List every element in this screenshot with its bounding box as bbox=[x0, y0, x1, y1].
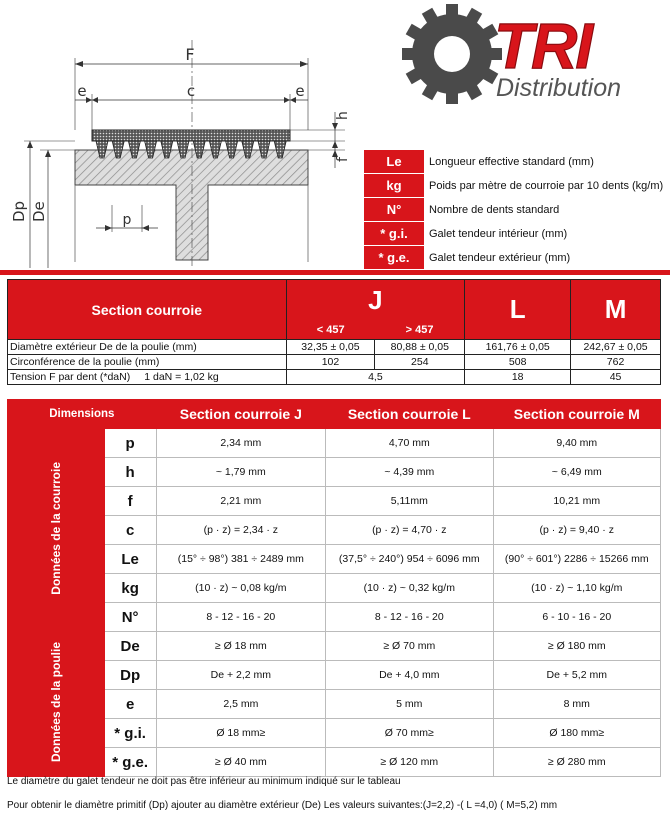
cell-l: De + 4,0 mm bbox=[326, 661, 493, 690]
cell-m: 762 bbox=[571, 355, 661, 370]
table-row bbox=[8, 545, 661, 574]
red-separator bbox=[0, 270, 670, 275]
row-label: Diamètre extérieur De de la poulie (mm) bbox=[8, 340, 287, 355]
cell-l: 5,11mm bbox=[326, 487, 493, 516]
section-L-header: L bbox=[465, 280, 571, 340]
legend-text: Nombre de dents standard bbox=[429, 203, 560, 216]
legend-code: kg bbox=[364, 174, 424, 198]
cell-j2: 80,88 ± 0,05 bbox=[375, 340, 465, 355]
note-pitch-diameter: Pour obtenir le diamètre primitif (Dp) ajouter au diamètre extérieur (De) Les valeurs suivantes:(J=2,2) -( L =4,0) ( M=5,2) mm bbox=[7, 800, 558, 811]
logo-subtitle: Distribution bbox=[496, 74, 622, 102]
dim-p-label: p bbox=[122, 212, 132, 228]
row-code: N° bbox=[104, 603, 156, 632]
cell-m: 10,21 mm bbox=[493, 487, 661, 516]
dim-Dp-label: Dp bbox=[10, 200, 28, 222]
cell-l: ~ 4,39 mm bbox=[326, 458, 493, 487]
cell-m: 8 mm bbox=[493, 690, 661, 719]
tension-note: 1 daN = 1,02 kg bbox=[144, 371, 219, 383]
cell-j: 2,5 mm bbox=[156, 690, 325, 719]
cell-j: 4,5 bbox=[286, 370, 465, 385]
legend-code: * g.e. bbox=[364, 246, 424, 270]
cell-j2: 254 bbox=[375, 355, 465, 370]
table-row bbox=[8, 355, 661, 370]
cell-m: ~ 6,49 mm bbox=[493, 458, 661, 487]
pulley-data-group bbox=[8, 632, 105, 777]
cell-l: ≥ Ø 120 mm bbox=[326, 748, 493, 777]
cell-l: Ø 70 mm≥ bbox=[326, 719, 493, 748]
cell-l: 8 - 12 - 16 - 20 bbox=[326, 603, 493, 632]
pulley-data-group-label: Données de la poulie bbox=[48, 642, 63, 763]
cell-m: (10 · z) ~ 1,10 kg/m bbox=[493, 574, 661, 603]
cell-j: ~ 1,79 mm bbox=[156, 458, 325, 487]
legend-row-ge bbox=[364, 246, 664, 270]
row-code: * g.e. bbox=[104, 748, 156, 777]
row-code: Dp bbox=[104, 661, 156, 690]
cell-j: ≥ Ø 18 mm bbox=[156, 632, 325, 661]
table-row bbox=[8, 487, 661, 516]
legend-row-n bbox=[364, 198, 664, 222]
section-M-col-header: Section courroie M bbox=[493, 400, 661, 429]
cell-l: ≥ Ø 70 mm bbox=[326, 632, 493, 661]
cell-j1: 32,35 ± 0,05 bbox=[286, 340, 375, 355]
table-row bbox=[8, 748, 661, 777]
row-code: * g.i. bbox=[104, 719, 156, 748]
legend-text: Galet tendeur extérieur (mm) bbox=[429, 251, 571, 264]
section-header: Section courroie bbox=[8, 280, 287, 340]
note-tensioner: Le diamètre du galet tendeur ne doit pas être inférieur au minimum indiqué sur le tableau bbox=[7, 776, 401, 787]
legend-code: * g.i. bbox=[364, 222, 424, 246]
cell-l: (10 · z) ~ 0,32 kg/m bbox=[326, 574, 493, 603]
cell-m: Ø 180 mm≥ bbox=[493, 719, 661, 748]
table-row bbox=[8, 340, 661, 355]
logo-brand: TRI bbox=[494, 10, 592, 82]
cell-m: (p · z) = 9,40 · z bbox=[493, 516, 661, 545]
section-M-header: M bbox=[571, 280, 661, 340]
legend-row-gi bbox=[364, 222, 664, 246]
cell-l: 4,70 mm bbox=[326, 429, 493, 458]
cell-j: (15° ÷ 98°) 381 ÷ 2489 mm bbox=[156, 545, 325, 574]
dim-f-label: f bbox=[335, 157, 351, 162]
tension-label: Tension F par dent (*daN) bbox=[10, 371, 131, 383]
table-row bbox=[8, 632, 661, 661]
row-code: kg bbox=[104, 574, 156, 603]
cell-j: De + 2,2 mm bbox=[156, 661, 325, 690]
table-row bbox=[8, 661, 661, 690]
table-row bbox=[8, 458, 661, 487]
section-J-header: J bbox=[286, 280, 465, 322]
section-J-col-header: Section courroie J bbox=[156, 400, 325, 429]
cell-l: (p · z) = 4,70 · z bbox=[326, 516, 493, 545]
cell-m: 6 - 10 - 16 - 20 bbox=[493, 603, 661, 632]
row-code: h bbox=[104, 458, 156, 487]
row-code: Le bbox=[104, 545, 156, 574]
sprocket-icon bbox=[402, 4, 502, 104]
row-code: e bbox=[104, 690, 156, 719]
table-row bbox=[8, 574, 661, 603]
legend-code: N° bbox=[364, 198, 424, 222]
dim-De-label: De bbox=[30, 201, 48, 222]
cell-j: 8 - 12 - 16 - 20 bbox=[156, 603, 325, 632]
legend-code: Le bbox=[364, 150, 424, 174]
section-L-col-header: Section courroie L bbox=[326, 400, 493, 429]
table-row bbox=[8, 516, 661, 545]
dim-e-right-label: e bbox=[295, 82, 305, 100]
pulley-section-table bbox=[7, 279, 661, 385]
dim-F-label: F bbox=[185, 45, 195, 64]
table-row bbox=[8, 370, 661, 385]
row-label bbox=[8, 370, 287, 385]
cell-m: De + 5,2 mm bbox=[493, 661, 661, 690]
cell-m: ≥ Ø 280 mm bbox=[493, 748, 661, 777]
table-row bbox=[8, 719, 661, 748]
belt-data-group-label: Données de la courroie bbox=[48, 462, 63, 595]
row-code: c bbox=[104, 516, 156, 545]
row-code: f bbox=[104, 487, 156, 516]
cell-j: (10 · z) ~ 0,08 kg/m bbox=[156, 574, 325, 603]
cell-l: 508 bbox=[465, 355, 571, 370]
dimensions-header: Dimensions bbox=[8, 400, 157, 429]
table-row bbox=[8, 429, 661, 458]
dim-h-label: h bbox=[335, 111, 351, 120]
cell-m: (90° ÷ 601°) 2286 ÷ 15266 mm bbox=[493, 545, 661, 574]
section-J-sub-right: > 457 bbox=[375, 322, 465, 340]
dim-e-left-label: e bbox=[77, 82, 87, 100]
row-label: Circonférence de la poulie (mm) bbox=[8, 355, 287, 370]
cell-m: 9,40 mm bbox=[493, 429, 661, 458]
cell-j: 2,21 mm bbox=[156, 487, 325, 516]
legend-text: Longueur effective standard (mm) bbox=[429, 155, 594, 168]
cell-j: (p · z) = 2,34 · z bbox=[156, 516, 325, 545]
section-J-sub-left: < 457 bbox=[286, 322, 375, 340]
cell-l: 5 mm bbox=[326, 690, 493, 719]
table-row bbox=[8, 603, 661, 632]
cell-j: 2,34 mm bbox=[156, 429, 325, 458]
dimensions-table bbox=[7, 399, 661, 777]
cell-j: Ø 18 mm≥ bbox=[156, 719, 325, 748]
cell-j1: 102 bbox=[286, 355, 375, 370]
legend-text: Galet tendeur intérieur (mm) bbox=[429, 227, 568, 240]
legend-text: Poids par mètre de courroie par 10 dents (kg/m) bbox=[429, 179, 664, 192]
tri-distribution-logo bbox=[400, 0, 668, 108]
cell-m: ≥ Ø 180 mm bbox=[493, 632, 661, 661]
legend-row-kg bbox=[364, 174, 664, 198]
dim-c-label: c bbox=[186, 82, 196, 100]
legend bbox=[364, 150, 664, 270]
cell-l: 18 bbox=[465, 370, 571, 385]
cell-j: ≥ Ø 40 mm bbox=[156, 748, 325, 777]
cell-l: (37,5° ÷ 240°) 954 ÷ 6096 mm bbox=[326, 545, 493, 574]
belt-profile bbox=[92, 130, 290, 141]
legend-row-le bbox=[364, 150, 664, 174]
row-code: De bbox=[104, 632, 156, 661]
belt-data-group bbox=[8, 429, 105, 632]
cell-m: 242,67 ± 0,05 bbox=[571, 340, 661, 355]
table-row bbox=[8, 690, 661, 719]
cell-l: 161,76 ± 0,05 bbox=[465, 340, 571, 355]
cell-m: 45 bbox=[571, 370, 661, 385]
belt-pulley-diagram bbox=[0, 0, 360, 270]
row-code: p bbox=[104, 429, 156, 458]
